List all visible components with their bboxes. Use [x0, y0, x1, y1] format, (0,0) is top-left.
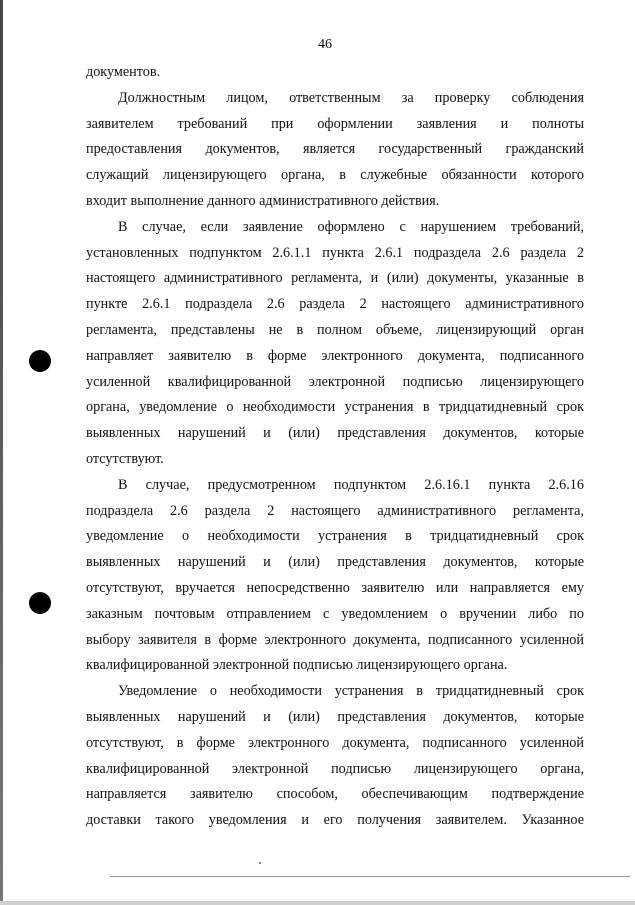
text-line: входит выполнение данного административного действия.	[86, 192, 440, 209]
scan-left-edge	[0, 0, 3, 905]
text-line: Уведомление о необходимости устранения в тридцатидневный срок	[118, 683, 584, 700]
text-line: отсутствуют, вручается непосредственно заявителю или направляется ему	[86, 579, 584, 596]
text-line: квалифицированной электронной подписью лицензирующего органа,	[86, 760, 584, 777]
text-line: подраздела 2.6 раздела 2 настоящего административного регламента,	[86, 502, 584, 519]
text-line: пункте 2.6.1 подраздела 2.6 раздела 2 настоящего административного	[86, 296, 584, 313]
text-line: В случае, если заявление оформлено с нарушением требований,	[118, 218, 584, 235]
text-line: заявителем требований при оформлении заявления и полноты	[86, 115, 584, 132]
scan-speck	[259, 862, 261, 864]
text-line: направляется заявителю способом, обеспечивающим подтверждение	[86, 786, 584, 803]
punch-hole-lower	[29, 592, 51, 614]
text-line: выявленных нарушений и (или) представления документов, которые	[86, 708, 584, 725]
text-line: усиленной квалифицированной электронной подписью лицензирующего	[86, 373, 584, 390]
text-line: квалифицированной электронной подписью лицензирующего органа.	[86, 657, 508, 674]
scan-bottom-line	[110, 876, 630, 877]
punch-hole-upper	[29, 350, 51, 372]
text-line: уведомление о необходимости устранения в тридцатидневный срок	[86, 528, 584, 545]
scan-bottom-edge	[0, 901, 635, 905]
text-line: направляет заявителю в форме электронного документа, подписанного	[86, 347, 584, 364]
text-line: предоставления документов, является государственный гражданский	[86, 141, 584, 158]
text-line: Должностным лицом, ответственным за проверку соблюдения	[118, 89, 584, 106]
text-line: заказным почтовым отправлением с уведомлением о вручении либо по	[86, 605, 584, 622]
text-line: служащий лицензирующего органа, в служебные обязанности которого	[86, 167, 584, 184]
text-line: отсутствуют.	[86, 450, 164, 467]
text-line: настоящего административного регламента, и (или) документы, указанные в	[86, 270, 584, 287]
body-text	[86, 60, 584, 834]
text-line: доставки такого уведомления и его получения заявителем. Указанное	[86, 812, 584, 829]
page-number: 46	[318, 37, 332, 52]
text-line: выбору заявителя в форме электронного документа, подписанного усиленной	[86, 631, 584, 648]
text-line: органа, уведомление о необходимости устранения в тридцатидневный срок	[86, 399, 584, 416]
text-line: установленных подпунктом 2.6.1.1 пункта 2.6.1 подраздела 2.6 раздела 2	[86, 244, 584, 261]
text-line: документов.	[86, 64, 161, 80]
text-line: выявленных нарушений и (или) представления документов, которые	[86, 425, 584, 442]
text-line: регламента, представлены не в полном объеме, лицензирующий орган	[86, 321, 584, 338]
text-line: В случае, предусмотренном подпунктом 2.6.16.1 пункта 2.6.16	[118, 476, 584, 493]
text-line: отсутствуют, в форме электронного документа, подписанного усиленной	[86, 734, 584, 751]
text-line: выявленных нарушений и (или) представления документов, которые	[86, 554, 584, 571]
